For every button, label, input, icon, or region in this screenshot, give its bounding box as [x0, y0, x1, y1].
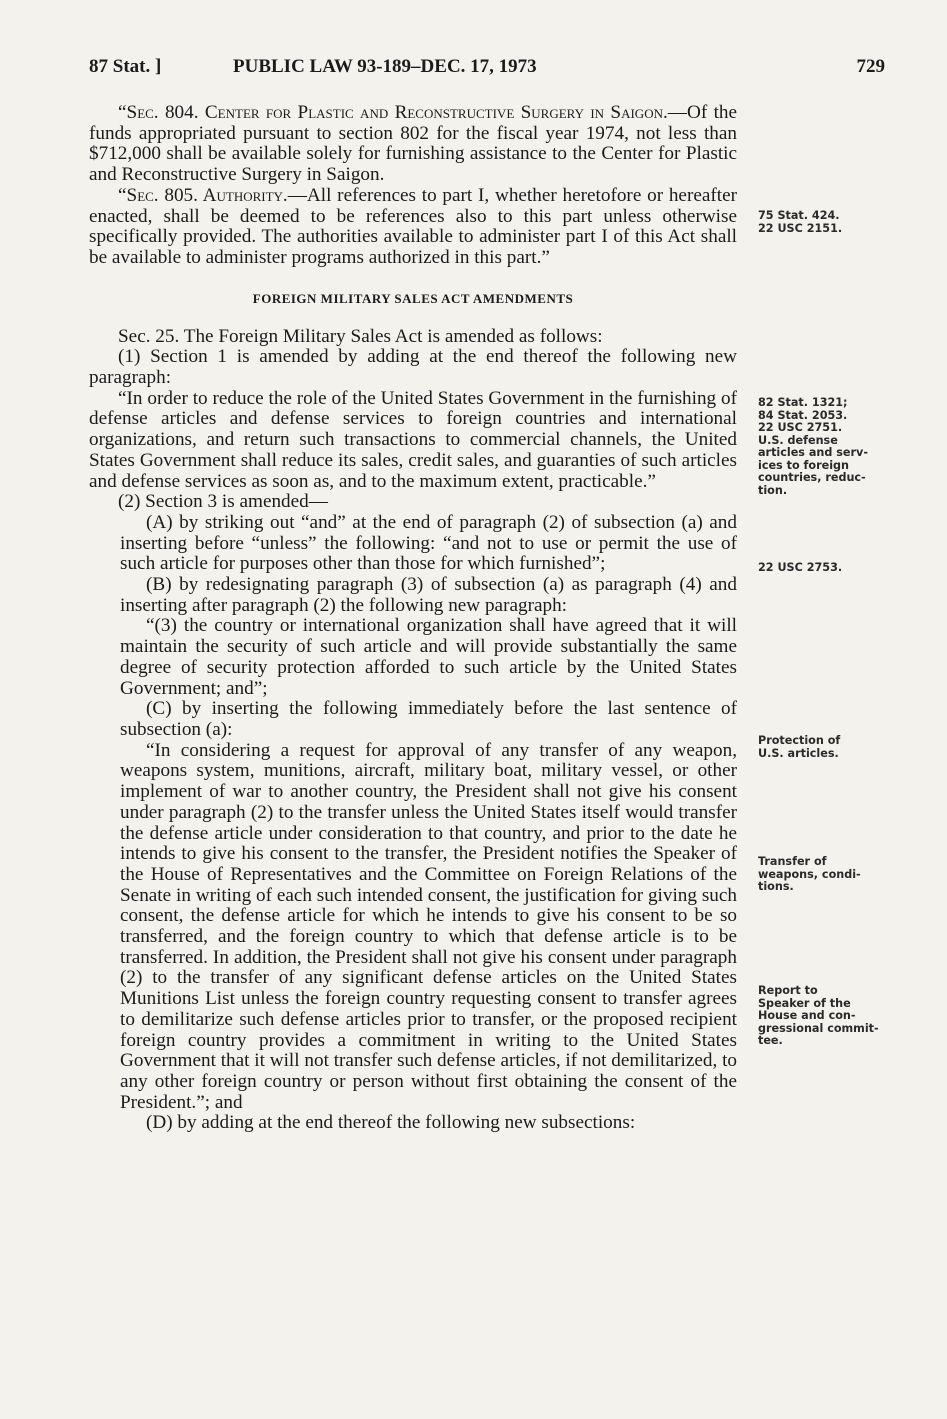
subparagraph-a: (A) by striking out “and” at the end of paragraph (2) of subsection (a) and inserting before “unless” the following: “and not to use or permit the use of such article for purposes other than those for which furnished”;: [120, 511, 737, 575]
margin-note-usc-2753: 22 USC 2753.: [758, 561, 843, 574]
page-number: 729: [856, 56, 885, 77]
statute-body: [89, 103, 737, 1134]
section-805-text: —All references to part I, whether heretofore or hereafter enacted, shall be deemed to be references also to this part unless otherwise specifically provided. The authorities available to administer part I of this Act shall be available to administer programs authorized in this part.”: [89, 184, 737, 268]
margin-note-transfer: Transfer of weapons, condi- tions.: [758, 855, 861, 893]
margin-note-stat-ref-805: 75 Stat. 424. 22 USC 2151.: [758, 209, 843, 235]
quoted-paragraph-transfer: “In considering a request for approval of any transfer of any weapon, weapons system, munitions, aircraft, military boat, military vessel, or other implement of war to another country, the President shall not give his consent under paragraph (2) to the transfer unless the United States itself would transfer the defense article under consideration to that country, and prior to the date he intends to give his consent to the transfer, the President notifies the Speaker of the House of Representatives and the Committee on Foreign Relations of the Senate in writing of each such intended consent, the justification for giving such consent, the defense article for which he intends to give his consent to be so transferred, and the foreign country to which that defense article is to be transferred. In addition, the President shall not give his consent under paragraph (2) to the transfer of any significant defense articles on the United States Munitions List unless the foreign country requesting consent to transfer agrees to demilitarize such defense articles prior to transfer, or the proposed recipient foreign country provides a commitment in writing to the United States Government that it will not transfer such defense articles, if not demilitarized, to any other foreign country or person without first obtaining the consent of the President.”; and: [120, 739, 738, 1113]
section-805: [89, 186, 737, 269]
section-804-text: —Of the funds appropriated pursuant to section 802 for the fiscal year 1974, not less than $712,000 shall be available solely for furnishing assistance to the Center for Plastic and Reconstructive Surgery in Saigon.: [89, 102, 738, 186]
subparagraph-b: (B) by redesignating paragraph (3) of subsection (a) as paragraph (4) and inserting after paragraph (2) the following new paragraph:: [120, 574, 737, 616]
paragraph-1: (1) Section 1 is amended by adding at the end thereof the following new paragraph:: [89, 346, 737, 389]
section-25-intro: Sec. 25. The Foreign Military Sales Act is amended as follows:: [118, 325, 603, 347]
margin-note-report: Report to Speaker of the House and con- gressional commit- tee.: [758, 984, 879, 1047]
subparagraph-c: (C) by inserting the following immediately before the last sentence of subsection (a):: [120, 698, 737, 740]
paragraph-2: (2) Section 3 is amended—: [118, 491, 328, 513]
header-title: PUBLIC LAW 93-189–DEC. 17, 1973: [233, 56, 537, 77]
section-heading: FOREIGN MILITARY SALES ACT AMENDMENTS: [252, 290, 574, 306]
quoted-paragraph-reduce-role: “In order to reduce the role of the United States Government in the furnishing of defense articles and defense services to foreign countries and international organizations, and return such transactions to commercial channels, the United States Government shall reduce its sales, credit sales, and guaranties of such articles and defense services as soon as, and to the maximum extent, practicable.”: [89, 387, 737, 492]
margin-note-protection: Protection of U.S. articles.: [758, 734, 841, 760]
section-805-heading: “Sec. 805. Authority.: [118, 184, 288, 206]
running-header: [89, 56, 889, 86]
subparagraph-d: (D) by adding at the end thereof the following new subsections:: [146, 1112, 636, 1134]
section-804: [89, 103, 737, 186]
section-804-heading: “Sec. 804. Center for Plastic and Reconstructive Surgery in Saigon.: [118, 102, 668, 123]
quoted-paragraph-3: “(3) the country or international organization shall have agreed that it will maintain the security of such article and will provide substantially the same degree of security protection afforded to such article by the United States Government; and”;: [120, 615, 737, 699]
header-stat-ref: 87 Stat. ]: [89, 56, 162, 77]
margin-note-defense-articles: 82 Stat. 1321; 84 Stat. 2053. 22 USC 2751. U.S. defense articles and serv- ices to foreign countries, reduc- tion.: [758, 396, 868, 497]
